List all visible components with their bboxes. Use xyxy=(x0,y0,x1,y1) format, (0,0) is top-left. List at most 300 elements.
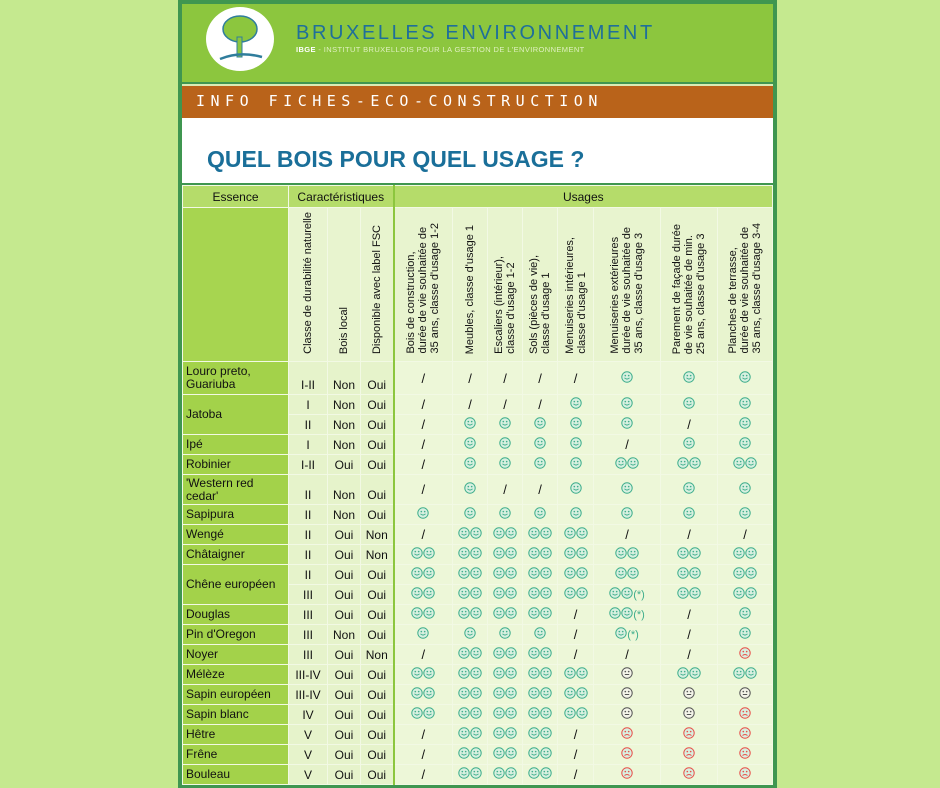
usage-cell xyxy=(523,605,558,625)
sad-face-icon xyxy=(739,747,751,762)
usage-cell xyxy=(523,765,558,785)
smiley-face-icon xyxy=(677,567,689,582)
smiley-face-icon xyxy=(499,437,511,452)
smiley-face-icon xyxy=(621,587,633,602)
usage-cell xyxy=(453,685,488,705)
neutral-face-icon xyxy=(621,707,633,722)
fsc-available: Oui xyxy=(361,415,394,435)
durability-class: III xyxy=(289,585,328,605)
not-applicable-mark: / xyxy=(687,627,691,642)
smiley-face-icon xyxy=(739,482,751,497)
usage-cell xyxy=(594,725,661,745)
smiley-face-icon xyxy=(564,587,576,602)
smiley-face-icon xyxy=(739,607,751,622)
local-wood: Oui xyxy=(328,525,361,545)
usage-cell xyxy=(661,725,718,745)
not-applicable-mark: / xyxy=(503,397,507,412)
neutral-face-icon xyxy=(621,687,633,702)
table-row xyxy=(183,645,773,665)
smiley-face-icon xyxy=(458,667,470,682)
durability-class: II xyxy=(289,475,328,505)
usage-cell xyxy=(718,362,773,395)
usage-cell xyxy=(488,685,523,705)
not-applicable-mark: / xyxy=(421,482,426,497)
smiley-face-icon xyxy=(470,547,482,562)
sad-face-icon xyxy=(621,747,633,762)
smiley-face-icon xyxy=(493,647,505,662)
not-applicable-mark: / xyxy=(421,647,426,662)
smiley-face-icon xyxy=(564,667,576,682)
usage-cell xyxy=(523,725,558,745)
smiley-face-icon xyxy=(417,627,429,642)
smiley-face-icon xyxy=(493,767,505,782)
sad-face-icon xyxy=(683,727,695,742)
smiley-face-icon xyxy=(689,547,701,562)
not-applicable-mark: / xyxy=(573,747,578,762)
smiley-face-icon xyxy=(534,457,546,472)
fsc-available: Oui xyxy=(361,725,394,745)
header-char-1-label: Bois local xyxy=(338,306,350,354)
header-usage-7-label: Planches de terrasse, durée de vie souhaitée de 35 ans, classe d'usage 3-4 xyxy=(727,223,764,354)
smiley-face-icon xyxy=(458,747,470,762)
header-usage-4 xyxy=(558,208,594,362)
usage-cell xyxy=(558,565,594,585)
smiley-face-icon xyxy=(528,647,540,662)
smiley-face-icon xyxy=(528,567,540,582)
usage-cell xyxy=(558,605,594,625)
smiley-face-icon xyxy=(540,527,552,542)
header-usage-7 xyxy=(718,208,773,362)
essence-name: Douglas xyxy=(183,605,289,625)
usage-cell xyxy=(558,505,594,525)
usage-cell xyxy=(394,625,453,645)
not-applicable-mark: / xyxy=(538,482,542,497)
usage-cell xyxy=(488,545,523,565)
smiley-face-icon xyxy=(689,567,701,582)
fsc-available: Non xyxy=(361,645,394,665)
not-applicable-mark: / xyxy=(503,482,507,497)
not-applicable-mark: / xyxy=(573,727,578,742)
local-wood: Oui xyxy=(328,455,361,475)
not-applicable-mark: / xyxy=(503,370,507,386)
header-usage-5-label: Menuiseries extérieures durée de vie souhaitée de 35 ans, classe d'usage 3 xyxy=(609,227,646,354)
smiley-face-icon xyxy=(499,627,511,642)
smiley-face-icon xyxy=(411,567,423,582)
smiley-face-icon xyxy=(621,397,633,412)
table-row xyxy=(183,455,773,475)
local-wood: Oui xyxy=(328,745,361,765)
smiley-face-icon xyxy=(470,767,482,782)
smiley-face-icon xyxy=(423,567,435,582)
smiley-face-icon xyxy=(621,371,633,386)
table-row xyxy=(183,625,773,645)
usage-cell xyxy=(523,395,558,415)
essence-name: Mélèze xyxy=(183,665,289,685)
usage-cell xyxy=(718,455,773,475)
usage-cell xyxy=(488,765,523,785)
usage-cell xyxy=(488,605,523,625)
sad-face-icon xyxy=(739,727,751,742)
smiley-face-icon xyxy=(505,607,517,622)
smiley-face-icon xyxy=(493,707,505,722)
local-wood: Oui xyxy=(328,605,361,625)
smiley-face-icon xyxy=(540,667,552,682)
smiley-face-icon xyxy=(540,547,552,562)
smiley-face-icon xyxy=(493,747,505,762)
smiley-face-icon xyxy=(621,482,633,497)
not-applicable-mark: / xyxy=(625,437,629,452)
smiley-face-icon xyxy=(499,417,511,432)
smiley-face-icon xyxy=(470,647,482,662)
usage-cell xyxy=(488,645,523,665)
table-row xyxy=(183,665,773,685)
usage-cell xyxy=(453,705,488,725)
usage-cell xyxy=(523,565,558,585)
usage-cell xyxy=(523,505,558,525)
smiley-face-icon xyxy=(745,457,757,472)
smiley-face-icon xyxy=(564,527,576,542)
smiley-face-icon xyxy=(505,527,517,542)
usage-cell xyxy=(661,665,718,685)
table-row xyxy=(183,505,773,525)
smiley-face-icon xyxy=(464,457,476,472)
smiley-face-icon xyxy=(458,727,470,742)
smiley-face-icon xyxy=(733,547,745,562)
usage-cell xyxy=(661,545,718,565)
smiley-face-icon xyxy=(528,767,540,782)
usage-cell xyxy=(488,585,523,605)
smiley-face-icon xyxy=(615,547,627,562)
smiley-face-icon xyxy=(493,587,505,602)
header-usage-4-label: Menuiseries intérieures, classe d'usage 1 xyxy=(563,237,588,354)
usage-cell xyxy=(718,645,773,665)
usage-cell xyxy=(394,745,453,765)
local-wood: Oui xyxy=(328,645,361,665)
durability-class: V xyxy=(289,745,328,765)
usage-cell xyxy=(718,565,773,585)
series-band xyxy=(182,84,773,120)
smiley-face-icon xyxy=(576,667,588,682)
usage-cell xyxy=(453,395,488,415)
smiley-face-icon xyxy=(458,687,470,702)
essence-name: Hêtre xyxy=(183,725,289,745)
usage-cell xyxy=(394,505,453,525)
not-applicable-mark: / xyxy=(421,417,426,432)
not-applicable-mark: / xyxy=(421,437,426,452)
durability-class: II xyxy=(289,505,328,525)
usage-cell xyxy=(488,475,523,505)
smiley-face-icon xyxy=(528,547,540,562)
essence-name: Sapipura xyxy=(183,505,289,525)
usage-cell xyxy=(558,545,594,565)
usage-cell xyxy=(488,625,523,645)
durability-class: II xyxy=(289,415,328,435)
smiley-face-icon xyxy=(733,667,745,682)
usage-cell xyxy=(718,725,773,745)
smiley-face-icon xyxy=(564,567,576,582)
usage-cell xyxy=(661,362,718,395)
not-applicable-mark: / xyxy=(573,370,578,386)
usage-cell xyxy=(718,505,773,525)
smiley-face-icon xyxy=(739,507,751,522)
not-applicable-mark: / xyxy=(421,727,426,742)
table-row xyxy=(183,565,773,585)
essence-name: Robinier xyxy=(183,455,289,475)
not-applicable-mark: / xyxy=(625,527,629,542)
smiley-face-icon xyxy=(570,507,582,522)
footnote-mark: (*) xyxy=(633,588,645,601)
durability-class: I-II xyxy=(289,455,328,475)
essence-name: Pin d'Oregon xyxy=(183,625,289,645)
smiley-face-icon xyxy=(733,587,745,602)
smiley-face-icon xyxy=(493,687,505,702)
local-wood: Oui xyxy=(328,665,361,685)
column-header-row xyxy=(183,208,773,362)
smiley-face-icon xyxy=(493,527,505,542)
smiley-face-icon xyxy=(423,707,435,722)
smiley-face-icon xyxy=(411,547,423,562)
neutral-face-icon xyxy=(621,667,633,682)
not-applicable-mark: / xyxy=(421,527,426,542)
local-wood: Oui xyxy=(328,685,361,705)
table-row xyxy=(183,725,773,745)
smiley-face-icon xyxy=(505,727,517,742)
smiley-face-icon xyxy=(411,707,423,722)
smiley-face-icon xyxy=(411,607,423,622)
smiley-face-icon xyxy=(458,547,470,562)
usage-cell xyxy=(718,475,773,505)
smiley-face-icon xyxy=(540,587,552,602)
not-applicable-mark: / xyxy=(687,647,691,662)
usage-cell xyxy=(453,725,488,745)
usage-cell xyxy=(558,435,594,455)
smiley-face-icon xyxy=(683,482,695,497)
smiley-face-icon xyxy=(677,457,689,472)
usage-cell xyxy=(718,765,773,785)
usage-cell xyxy=(523,705,558,725)
usage-cell xyxy=(453,435,488,455)
usage-cell xyxy=(558,685,594,705)
smiley-face-icon xyxy=(745,587,757,602)
essence-name: Bouleau xyxy=(183,765,289,785)
smiley-face-icon xyxy=(689,457,701,472)
header-usage-3 xyxy=(523,208,558,362)
usage-cell xyxy=(523,545,558,565)
fsc-available: Oui xyxy=(361,605,394,625)
smiley-face-icon xyxy=(458,567,470,582)
durability-class: III-IV xyxy=(289,685,328,705)
usage-cell xyxy=(394,362,453,395)
usage-cell xyxy=(488,525,523,545)
not-applicable-mark: / xyxy=(421,767,426,782)
footnote-mark: (*) xyxy=(627,628,639,641)
smiley-face-icon xyxy=(505,707,517,722)
smiley-face-icon xyxy=(493,607,505,622)
usage-cell xyxy=(394,645,453,665)
smiley-face-icon xyxy=(615,627,627,642)
smiley-face-icon xyxy=(505,747,517,762)
not-applicable-mark: / xyxy=(538,370,542,386)
smiley-face-icon xyxy=(540,647,552,662)
usage-cell xyxy=(453,585,488,605)
table-row xyxy=(183,545,773,565)
smiley-face-icon xyxy=(464,507,476,522)
smiley-face-icon xyxy=(615,457,627,472)
table-row xyxy=(183,525,773,545)
smiley-face-icon xyxy=(505,667,517,682)
not-applicable-mark: / xyxy=(573,607,578,622)
usage-cell xyxy=(394,565,453,585)
usage-cell xyxy=(594,362,661,395)
fsc-available: Oui xyxy=(361,505,394,525)
essence-name: Châtaigner xyxy=(183,545,289,565)
fsc-available: Oui xyxy=(361,665,394,685)
smiley-face-icon xyxy=(615,567,627,582)
fsc-available: Non xyxy=(361,545,394,565)
smiley-face-icon xyxy=(609,607,621,622)
usage-cell xyxy=(594,705,661,725)
smiley-face-icon xyxy=(470,727,482,742)
usage-cell xyxy=(488,725,523,745)
not-applicable-mark: / xyxy=(421,747,426,762)
smiley-face-icon xyxy=(411,687,423,702)
usage-cell xyxy=(453,525,488,545)
essence-name: Sapin blanc xyxy=(183,705,289,725)
smiley-face-icon xyxy=(745,667,757,682)
smiley-face-icon xyxy=(505,767,517,782)
usage-cell xyxy=(558,665,594,685)
not-applicable-mark: / xyxy=(421,397,426,412)
durability-class: III-IV xyxy=(289,665,328,685)
usage-cell xyxy=(453,765,488,785)
not-applicable-mark: / xyxy=(687,527,691,542)
not-applicable-mark: / xyxy=(625,647,629,662)
smiley-face-icon xyxy=(458,527,470,542)
smiley-face-icon xyxy=(528,707,540,722)
not-applicable-mark: / xyxy=(538,397,542,412)
usage-cell xyxy=(558,745,594,765)
header-char-1 xyxy=(328,208,361,362)
usage-cell xyxy=(394,455,453,475)
usage-cell xyxy=(394,705,453,725)
table-row xyxy=(183,395,773,415)
essence-name: Louro preto, Guariuba xyxy=(183,362,289,395)
smiley-face-icon xyxy=(505,687,517,702)
header-characteristics: Caractéristiques xyxy=(289,186,394,208)
smiley-face-icon xyxy=(505,647,517,662)
smiley-face-icon xyxy=(570,397,582,412)
smiley-face-icon xyxy=(528,587,540,602)
usage-cell xyxy=(488,565,523,585)
usage-cell xyxy=(594,475,661,505)
usage-cell xyxy=(558,395,594,415)
smiley-face-icon xyxy=(458,587,470,602)
usage-cell xyxy=(594,525,661,545)
smiley-face-icon xyxy=(499,457,511,472)
usage-cell xyxy=(661,705,718,725)
smiley-face-icon xyxy=(570,437,582,452)
not-applicable-mark: / xyxy=(687,607,691,622)
usage-cell xyxy=(394,685,453,705)
usage-cell xyxy=(523,745,558,765)
local-wood: Non xyxy=(328,475,361,505)
usage-cell xyxy=(558,765,594,785)
page-title: QUEL BOIS POUR QUEL USAGE ? xyxy=(207,146,585,172)
usage-cell xyxy=(558,625,594,645)
usage-cell xyxy=(488,395,523,415)
usage-cell xyxy=(594,765,661,785)
header-usage-6 xyxy=(661,208,718,362)
usage-cell xyxy=(453,645,488,665)
usage-cell xyxy=(718,415,773,435)
smiley-face-icon xyxy=(677,547,689,562)
usage-cell xyxy=(394,435,453,455)
header-usage-1-label: Meubles, classe d'usage 1 xyxy=(464,224,477,354)
brand-header xyxy=(182,4,773,82)
durability-class: V xyxy=(289,725,328,745)
usage-cell xyxy=(523,415,558,435)
usage-cell xyxy=(523,665,558,685)
usage-cell xyxy=(488,745,523,765)
usage-cell xyxy=(661,605,718,625)
usage-cell xyxy=(523,455,558,475)
smiley-face-icon xyxy=(464,417,476,432)
poster xyxy=(178,0,777,788)
smiley-face-icon xyxy=(528,747,540,762)
essence-name: 'Western red cedar' xyxy=(183,475,289,505)
usage-cell xyxy=(661,395,718,415)
smiley-face-icon xyxy=(564,547,576,562)
smiley-face-icon xyxy=(423,587,435,602)
header-char-2 xyxy=(361,208,394,362)
smiley-face-icon xyxy=(458,647,470,662)
local-wood: Non xyxy=(328,362,361,395)
smiley-face-icon xyxy=(576,547,588,562)
smiley-face-icon xyxy=(627,457,639,472)
smiley-face-icon xyxy=(458,767,470,782)
smiley-face-icon xyxy=(733,567,745,582)
usage-cell xyxy=(394,395,453,415)
smiley-face-icon xyxy=(458,607,470,622)
neutral-face-icon xyxy=(683,707,695,722)
smiley-face-icon xyxy=(499,507,511,522)
table-row xyxy=(183,685,773,705)
title-band xyxy=(182,118,773,183)
smiley-face-icon xyxy=(505,587,517,602)
usage-cell xyxy=(453,362,488,395)
usage-cell xyxy=(394,725,453,745)
smiley-face-icon xyxy=(739,417,751,432)
footnote-mark: (*) xyxy=(633,608,645,621)
usage-cell xyxy=(453,545,488,565)
usage-cell xyxy=(661,415,718,435)
durability-class: II xyxy=(289,565,328,585)
smiley-face-icon xyxy=(576,567,588,582)
header-char-0 xyxy=(289,208,328,362)
usage-cell xyxy=(718,665,773,685)
local-wood: Oui xyxy=(328,705,361,725)
usage-cell xyxy=(661,455,718,475)
smiley-face-icon xyxy=(689,667,701,682)
usage-cell xyxy=(558,415,594,435)
table-row xyxy=(183,435,773,455)
usage-cell xyxy=(523,645,558,665)
smiley-face-icon xyxy=(505,547,517,562)
usage-cell xyxy=(718,745,773,765)
smiley-face-icon xyxy=(576,527,588,542)
fsc-available: Oui xyxy=(361,745,394,765)
smiley-face-icon xyxy=(470,527,482,542)
